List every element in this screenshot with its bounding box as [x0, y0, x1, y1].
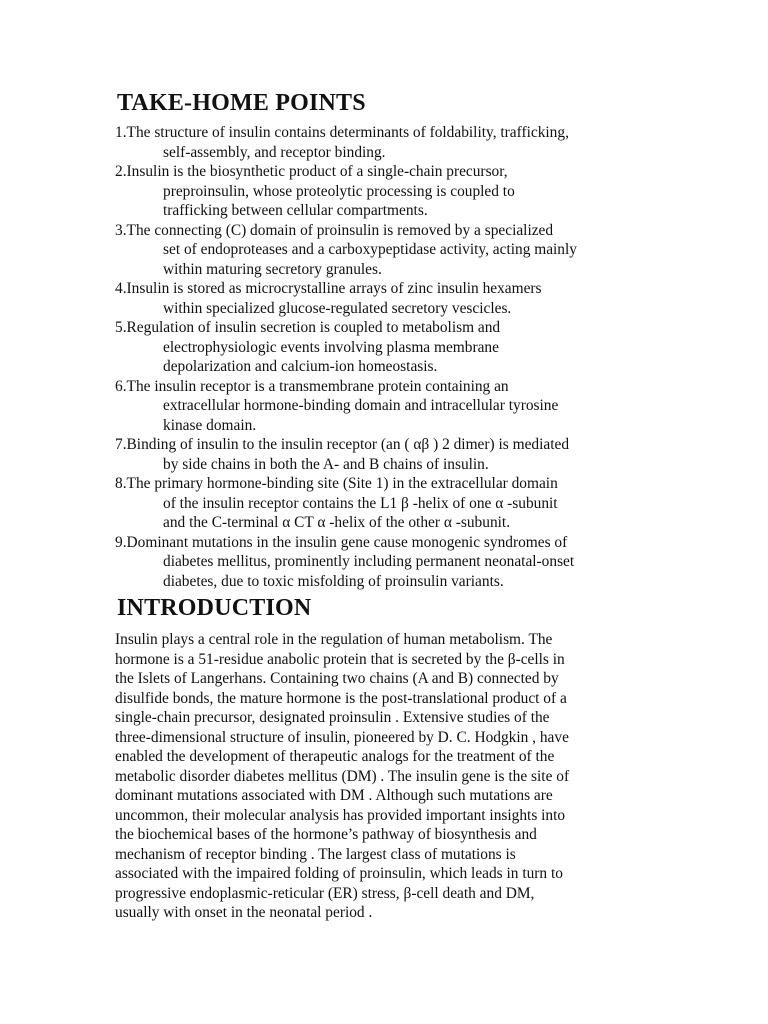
- take-home-points-list: [115, 123, 660, 591]
- intro-line: enabled the development of therapeutic analogs for the treatment of the: [115, 748, 555, 765]
- intro-line: dominant mutations associated with DM . Although such mutations are: [115, 787, 553, 804]
- point-line: electrophysiologic events involving plasma membrane: [163, 338, 499, 356]
- point-line: by side chains in both the A- and B chains of insulin.: [163, 455, 489, 473]
- point-line: self-assembly, and receptor binding.: [163, 143, 386, 161]
- intro-line: the biochemical bases of the hormone’s pathway of biosynthesis and: [115, 826, 537, 843]
- point-line: of the insulin receptor contains the L1 β -helix of one α -subunit: [163, 494, 558, 512]
- point-line: preproinsulin, whose proteolytic processing is coupled to: [163, 182, 515, 200]
- intro-line: metabolic disorder diabetes mellitus (DM) . The insulin gene is the site of: [115, 767, 570, 785]
- take-home-point-8: [115, 474, 660, 533]
- point-line: 4.Insulin is stored as microcrystalline arrays of zinc insulin hexamers: [115, 280, 542, 297]
- intro-line: usually with onset in the neonatal period .: [115, 904, 373, 921]
- point-line: and the C-terminal α CT α -helix of the other α -subunit.: [163, 514, 511, 531]
- intro-line: Insulin plays a central role in the regulation of human metabolism. The: [115, 631, 553, 648]
- take-home-point-2: [115, 162, 660, 221]
- point-line: diabetes, due to toxic misfolding of proinsulin variants.: [163, 572, 504, 590]
- point-line: 8.The primary hormone-binding site (Site 1) in the extracellular domain: [115, 475, 558, 492]
- point-line: within maturing secretory granules.: [163, 260, 382, 278]
- intro-line: hormone is a 51-residue anabolic protein that is secreted by the β-cells in: [115, 650, 565, 668]
- intro-line: progressive endoplasmic-reticular (ER) stress, β-cell death and DM,: [115, 884, 535, 902]
- take-home-point-9: [115, 533, 660, 592]
- take-home-point-1: [115, 123, 660, 162]
- intro-line: single-chain precursor, designated proinsulin . Extensive studies of the: [115, 709, 550, 726]
- point-line: depolarization and calcium-ion homeostasis.: [163, 358, 438, 375]
- point-line: diabetes mellitus, prominently including permanent neonatal-onset: [163, 553, 575, 570]
- take-home-point-3: [115, 221, 660, 280]
- intro-line: mechanism of receptor binding . The largest class of mutations is: [115, 845, 516, 863]
- introduction-paragraph: [115, 630, 655, 923]
- intro-line: disulfide bonds, the mature hormone is the post-translational product of a: [115, 689, 567, 707]
- intro-line: the Islets of Langerhans. Containing two chains (A and B) connected by: [115, 670, 559, 687]
- take-home-point-6: [115, 377, 660, 436]
- introduction-heading: INTRODUCTION: [117, 595, 312, 621]
- intro-line: uncommon, their molecular analysis has provided important insights into: [115, 806, 566, 824]
- point-line: 7.Binding of insulin to the insulin receptor (an ( αβ ) 2 dimer) is mediated: [115, 436, 570, 453]
- take-home-point-5: [115, 318, 660, 377]
- point-line: set of endoproteases and a carboxypeptidase activity, acting mainly: [163, 241, 577, 258]
- point-line: kinase domain.: [163, 416, 257, 434]
- point-line: 2.Insulin is the biosynthetic product of a single-chain precursor,: [115, 163, 508, 180]
- point-line: trafficking between cellular compartments.: [163, 202, 428, 219]
- point-line: extracellular hormone-binding domain and intracellular tyrosine: [163, 397, 559, 414]
- point-line: 1.The structure of insulin contains determinants of foldability, trafficking,: [115, 124, 569, 141]
- point-line: 3.The connecting (C) domain of proinsulin is removed by a specialized: [115, 221, 554, 239]
- intro-line: associated with the impaired folding of proinsulin, which leads in turn to: [115, 865, 563, 882]
- take-home-point-7: [115, 435, 660, 474]
- point-line: 9.Dominant mutations in the insulin gene cause monogenic syndromes of: [115, 533, 568, 551]
- take-home-points-heading: TAKE-HOME POINTS: [117, 90, 366, 116]
- take-home-point-4: [115, 279, 660, 318]
- point-line: 5.Regulation of insulin secretion is coupled to metabolism and: [115, 319, 501, 336]
- point-line: within specialized glucose-regulated secretory vescicles.: [163, 299, 512, 317]
- point-line: 6.The insulin receptor is a transmembrane protein containing an: [115, 377, 509, 395]
- intro-line: three-dimensional structure of insulin, pioneered by D. C. Hodgkin , have: [115, 728, 569, 746]
